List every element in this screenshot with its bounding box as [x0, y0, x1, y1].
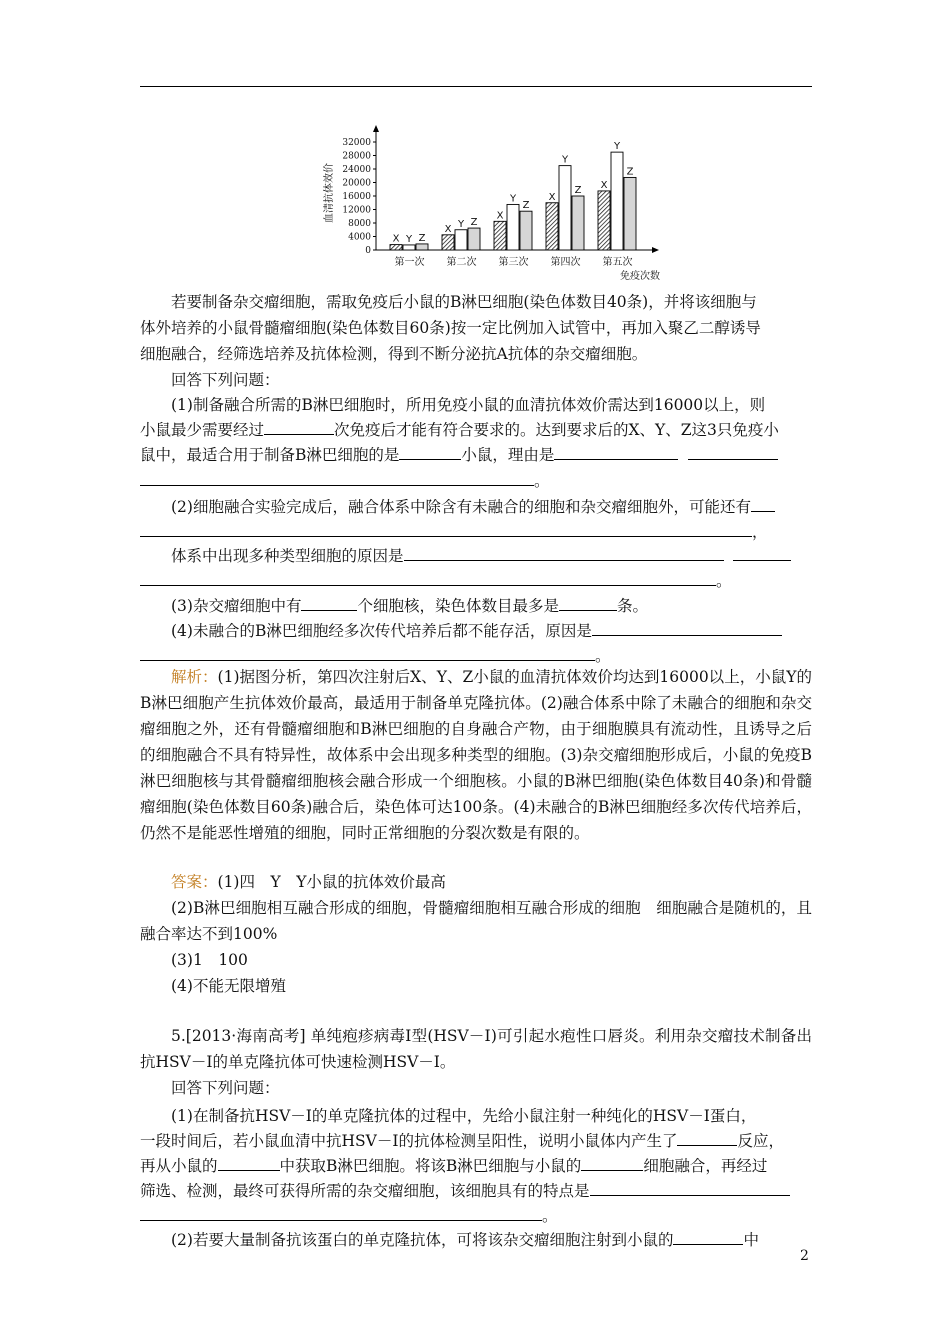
q5-s1-line-4 — [140, 1179, 812, 1203]
bar-z — [416, 244, 428, 250]
q5-prompt: 回答下列问题： — [171, 1079, 280, 1097]
q2-line-2 — [140, 520, 812, 544]
bar-label-z: Z — [574, 185, 582, 196]
q5-s1-line-3 — [140, 1154, 812, 1178]
answer-2: (2)B淋巴细胞相互融合形成的细胞，骨髓瘤细胞相互融合形成的细胞 细胞融合是随机的，且融合率达不到100% — [140, 899, 812, 943]
q2-period: 。 — [716, 572, 732, 590]
q5-blank-feature-a[interactable] — [590, 1181, 790, 1196]
bar-label-z: Z — [626, 166, 634, 178]
bar-x — [546, 203, 558, 250]
analysis-block — [140, 664, 812, 846]
q2-text-c: 体系中出现多种类型细胞的原因是 — [171, 547, 404, 565]
y-axis-arrow — [373, 125, 379, 132]
q5-blank-reaction[interactable] — [677, 1131, 737, 1146]
q5-s1-line-2 — [140, 1129, 812, 1153]
y-tick-label: 0 — [365, 246, 371, 256]
q1-blank-reason-b[interactable] — [688, 445, 778, 460]
bar-label-y: Y — [613, 141, 621, 153]
answer-3: (3)1 100 — [171, 951, 248, 969]
bar-label-x: X — [600, 179, 608, 191]
bar-y — [611, 152, 623, 250]
header-rule — [140, 86, 812, 87]
bar-x — [442, 235, 454, 250]
analysis-label: 解析： — [171, 668, 218, 686]
answer-1: (1)四 Y Y小鼠的抗体效价最高 — [217, 873, 446, 891]
bar-label-x: X — [444, 223, 452, 235]
q1-blank-mouse[interactable] — [399, 445, 461, 460]
bar-y — [455, 230, 467, 250]
q1-line-2 — [140, 418, 812, 442]
q1-blank-count[interactable] — [264, 420, 334, 435]
y-tick-label: 16000 — [342, 192, 371, 202]
y-axis-label: 血清抗体效价 — [324, 163, 335, 223]
bar-label-y: Y — [509, 193, 517, 205]
bar-label-x: X — [548, 191, 556, 203]
q3-line — [140, 594, 812, 618]
q4-text-a: (4)未融合的B淋巴细胞经多次传代培养后都不能存活，原因是 — [171, 622, 592, 640]
q2-line-4 — [140, 569, 812, 593]
x-tick-label: 第一次 — [394, 257, 425, 268]
q2-blank-reason-b[interactable] — [733, 546, 791, 561]
q1-line-4 — [140, 469, 812, 493]
bar-label-x: X — [392, 233, 400, 245]
q5-blank-cell[interactable] — [581, 1156, 643, 1171]
q2-text-a: (2)细胞融合实验完成后，融合体系中除含有未融合的细胞和杂交瘤细胞外，可能还有 — [171, 498, 751, 516]
q3-text-b: 个细胞核，染色体数目最多是 — [357, 597, 559, 615]
y-tick-label: 28000 — [342, 151, 371, 162]
bar-x — [494, 221, 506, 250]
q2-line-1 — [140, 495, 812, 519]
question-prompt: 回答下列问题： — [171, 371, 280, 389]
question-5-intro — [140, 1023, 812, 1101]
q2-blank-reason-a[interactable] — [404, 546, 724, 561]
bar-x — [390, 245, 402, 250]
q1-text-a: 小鼠最少需要经过 — [140, 421, 265, 439]
q3-text-a: (3)杂交瘤细胞中有 — [171, 597, 302, 615]
q5-blank-site[interactable] — [673, 1230, 743, 1245]
x-tick-label: 第三次 — [498, 257, 529, 268]
y-tick-label: 32000 — [342, 138, 371, 148]
bar-label-x: X — [496, 210, 504, 222]
q1-text-b: 次免疫后才能有符合要求的。达到要求后的X、Y、Z这3只免疫小 — [334, 421, 779, 439]
bar-z — [520, 211, 532, 250]
q5-s2-text-a: (2)若要大量制备抗该蛋白的单克隆抗体，可将该杂交瘤细胞注射到小鼠的 — [171, 1231, 674, 1249]
q2-line-3 — [140, 544, 812, 568]
q5-s1-text-c: 再从小鼠的 — [140, 1157, 218, 1175]
y-tick-label: 4000 — [348, 232, 371, 243]
bar-y — [559, 166, 571, 250]
antibody-titer-bar-chart — [318, 118, 678, 284]
q1-period: 。 — [534, 472, 550, 490]
bar-z — [468, 228, 480, 250]
q1-text-c: 鼠中，最适合用于制备B淋巴细胞的是 — [140, 446, 400, 464]
q5-s1-line-5 — [140, 1204, 812, 1228]
q3-blank-nuclei[interactable] — [301, 596, 357, 611]
bar-label-y: Y — [561, 154, 569, 166]
q5-s2-line-1 — [140, 1228, 812, 1252]
q2-blank-other-a[interactable] — [751, 497, 775, 512]
q3-blank-chromosomes[interactable] — [559, 596, 617, 611]
x-tick-label: 第二次 — [446, 257, 477, 268]
q1-line-3 — [140, 443, 812, 467]
bar-z — [572, 196, 584, 250]
bar-label-y: Y — [457, 218, 465, 230]
q5-s1-text-b: 反应， — [737, 1132, 784, 1150]
bar-x — [598, 191, 610, 250]
q5-s2-text-b: 中 — [743, 1231, 759, 1249]
bar-label-z: Z — [470, 217, 478, 229]
q4-period: 。 — [595, 647, 611, 665]
bar-label-y: Y — [405, 233, 413, 245]
bar-label-z: Z — [522, 200, 530, 212]
x-tick-label: 第四次 — [550, 257, 581, 268]
y-tick-label: 8000 — [348, 219, 371, 229]
intro-line-1: 若要制备杂交瘤细胞，需取免疫后小鼠的B淋巴细胞(染色体数目40条)，并将该细胞与 — [171, 293, 757, 311]
page-number: 2 — [800, 1248, 809, 1264]
q4-line-1 — [140, 619, 812, 643]
q5-blank-feature-b[interactable] — [140, 1206, 542, 1221]
q5-s1-period: 。 — [542, 1207, 558, 1225]
q5-stem: 5.[2013·海南高考] 单纯疱疹病毒Ⅰ型(HSV－Ⅰ)可引起水疱性口唇炎。利用杂交瘤技术制备出抗HSV－Ⅰ的单克隆抗体可快速检测HSV－Ⅰ。 — [140, 1027, 812, 1071]
y-tick-label: 20000 — [342, 178, 371, 189]
q4-blank-reason-b[interactable] — [140, 646, 595, 661]
analysis-text: (1)据图分析，第四次注射后X、Y、Z小鼠的血清抗体效价均达到16000以上，小鼠Y的B淋巴细胞产生抗体效价最高，最适用于制备单克隆抗体。(2)融合体系中除了未融合的细胞和杂交瘤细胞之外，还有骨髓瘤细胞和B淋巴细胞的自身融合产物，由于细胞膜具有流动性，且诱导之后的细胞融合不具有特异性，故体系中会出现多种类型的细胞。(3)杂交瘤细胞形成后，小鼠的免疫B淋巴细胞核与其骨髓瘤细胞核会融合形成一个细胞核。小鼠的B淋巴细胞(染色体数目40条)和骨髓瘤细胞(染色体数目60条)融合后，染色体可达100条。(4)未融合的B淋巴细胞经多次传代培养后，仍然不是能恶性增殖的细胞，同时正常细胞的分裂次数是有限的。 — [140, 668, 812, 842]
bar-z — [624, 177, 636, 250]
q5-s1-text-a: 一段时间后，若小鼠血清中抗HSV－Ⅰ的抗体检测呈阳性，说明小鼠体内产生了 — [140, 1132, 678, 1150]
q4-blank-reason-a[interactable] — [592, 621, 782, 636]
x-axis-label: 免疫次数 — [620, 271, 660, 282]
x-tick-label: 第五次 — [602, 257, 633, 268]
q2-comma: ， — [752, 523, 768, 541]
q5-s1-line-1: (1)在制备抗HSV－Ⅰ的单克隆抗体的过程中，先给小鼠注射一种纯化的HSV－Ⅰ蛋白， — [171, 1107, 757, 1125]
q5-s1-text-e: 细胞融合，再经过 — [643, 1157, 768, 1175]
intro-line-2: 体外培养的小鼠骨髓瘤细胞(染色体数目60条)按一定比例加入试管中，再加入聚乙二醇诱导 — [140, 319, 761, 337]
answer-label: 答案： — [171, 873, 218, 891]
answer-4: (4)不能无限增殖 — [171, 977, 286, 995]
bar-y — [403, 245, 415, 250]
x-axis-arrow — [652, 247, 659, 253]
y-tick-label: 24000 — [342, 165, 371, 175]
q3-text-c: 条。 — [616, 597, 648, 615]
q1-blank-reason-c[interactable] — [140, 471, 534, 486]
bar-label-z: Z — [418, 232, 426, 244]
bar-y — [507, 204, 519, 250]
q1-blank-reason-a[interactable] — [554, 445, 678, 460]
q5-s1-text-f: 筛选、检测，最终可获得所需的杂交瘤细胞，该细胞具有的特点是 — [140, 1182, 590, 1200]
q2-blank-reason-c[interactable] — [140, 571, 716, 586]
q5-blank-organ[interactable] — [218, 1156, 280, 1171]
q5-s1-text-d: 中获取B淋巴细胞。将该B淋巴细胞与小鼠的 — [279, 1157, 582, 1175]
q1-text-d: 小鼠，理由是 — [461, 446, 555, 464]
q1-line-1: (1)制备融合所需的B淋巴细胞时，所用免疫小鼠的血清抗体效价需达到16000以上，则 — [171, 396, 766, 414]
answer-block — [140, 869, 812, 999]
y-tick-label: 12000 — [342, 205, 371, 216]
q2-blank-other-b[interactable] — [140, 522, 752, 537]
intro-line-3: 细胞融合，经筛选培养及抗体检测，得到不断分泌抗A抗体的杂交瘤细胞。 — [140, 345, 648, 363]
